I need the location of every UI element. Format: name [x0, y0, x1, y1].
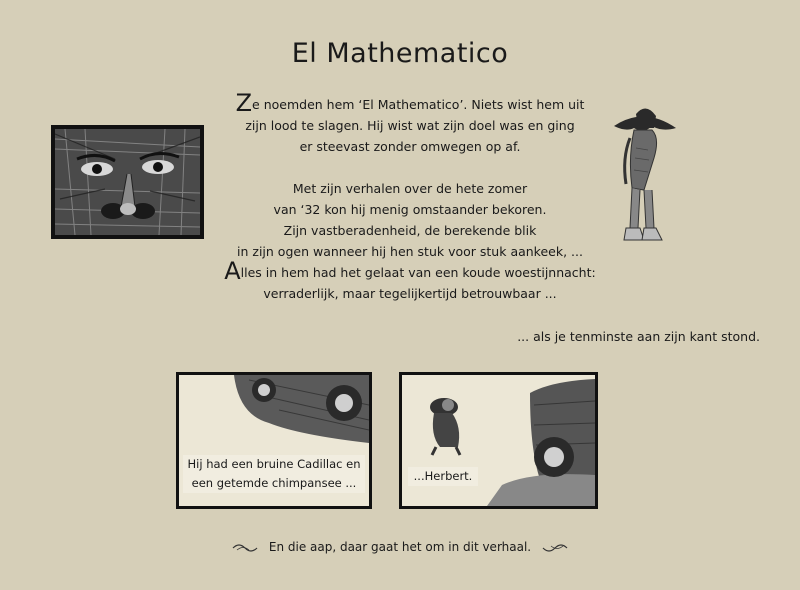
comic-panel-right [399, 372, 598, 509]
intro-line: zijn lood te slagen. Hij wist wat zijn doel was en ging [245, 118, 575, 133]
caption-line: Hij had een bruine Cadillac en [187, 457, 361, 471]
cowboy-figure-icon [604, 98, 684, 253]
intro-line: van ‘32 kon hij menig omstaander bekoren. [273, 202, 547, 217]
swirl-ornament-right-icon [541, 542, 569, 554]
intro-line: in zijn ogen wanneer hij hen stuk voor stuk aankeek, ... [237, 244, 583, 259]
page-title: El Mathematico [291, 38, 509, 69]
intro-paragraph-1 [210, 89, 610, 117]
intro-text [210, 89, 610, 304]
intro-tail: ... als je tenminste aan zijn kant stond. [517, 329, 760, 344]
face-sketch-icon [55, 129, 200, 235]
car-front-sketch-icon [402, 375, 595, 506]
caption-right: ...Herbert. [408, 467, 478, 486]
dropcap-a: A [224, 257, 241, 285]
footer [0, 540, 800, 554]
face-sketch-panel [51, 125, 204, 239]
comic-panel-left [176, 372, 372, 509]
chimpanzee-sketch-icon [430, 398, 460, 455]
intro-line: e noemden hem ‘El Mathematico’. Niets wist hem uit [252, 97, 585, 112]
intro-line: lles in hem had het gelaat van een koude woestijnnacht: [240, 265, 596, 280]
intro-line: er steevast zonder omwegen op af. [299, 139, 521, 154]
caption-left [183, 455, 365, 493]
intro-line: Zijn vastberadenheid, de berekende blik [283, 223, 537, 238]
intro-paragraph-3 [210, 257, 610, 285]
dropcap-z: Z [235, 89, 253, 117]
caption-line: een getemde chimpansee ... [191, 476, 357, 490]
swirl-ornament-left-icon [231, 542, 259, 554]
intro-line: Met zijn verhalen over de hete zomer [292, 181, 528, 196]
footer-text: En die aap, daar gaat het om in dit verhaal. [268, 540, 532, 554]
intro-line: verraderlijk, maar tegelijkertijd betrouwbaar ... [263, 286, 557, 301]
